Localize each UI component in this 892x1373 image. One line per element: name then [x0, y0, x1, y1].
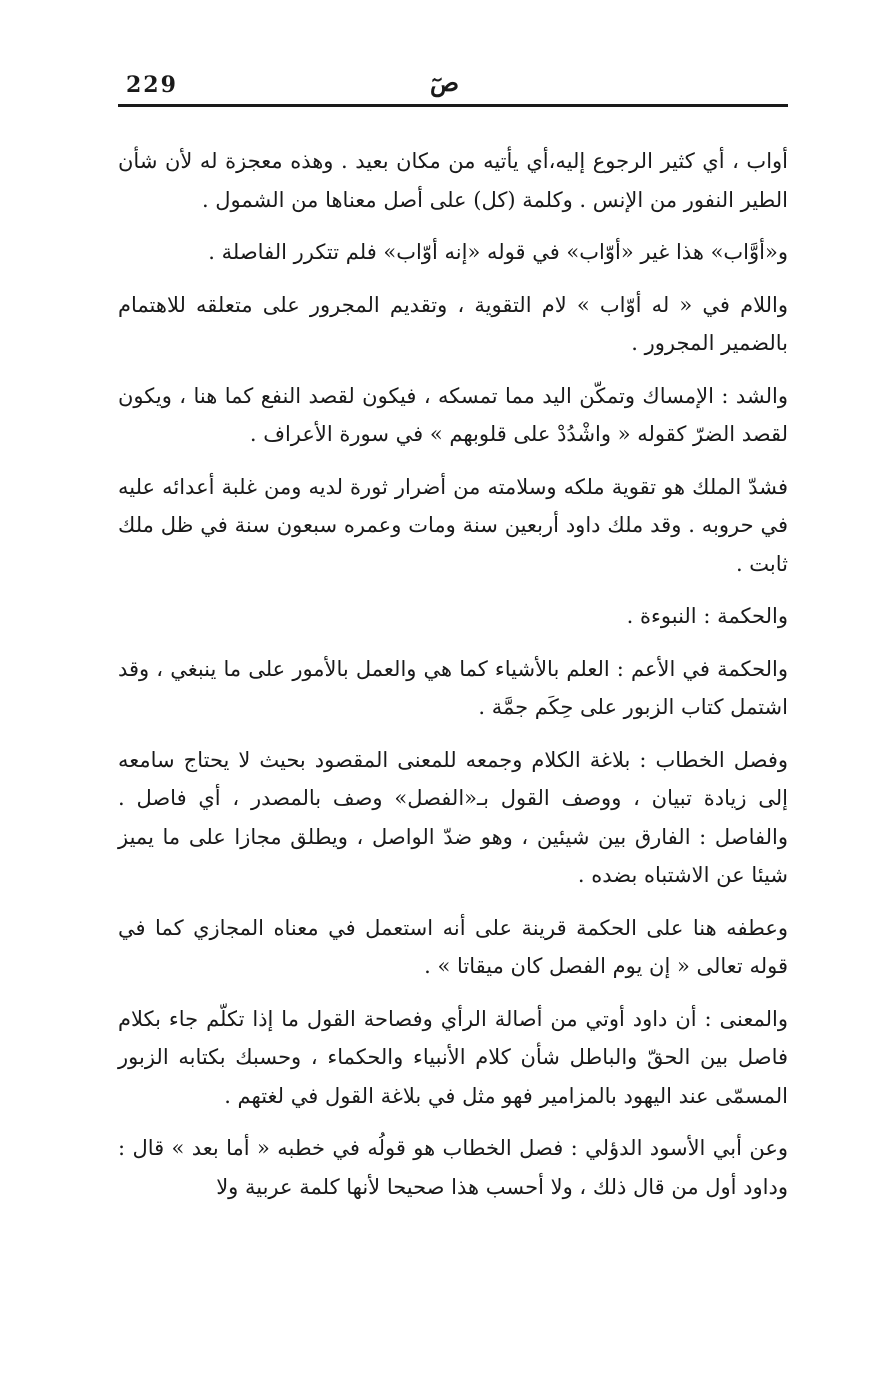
paragraph: والشد : الإمساك وتمكّن اليد مما تمسكه ، فيكون لقصد النفع كما هنا ، ويكون لقصد الضرّ كقوله « واشْدُدْ على قلوبهم » في سورة الأعراف . [118, 383, 788, 446]
page-header [118, 64, 788, 104]
paragraph: وعطفه هنا على الحكمة قرينة على أنه استعمل في معناه المجازي كما في قوله تعالى « إن يوم الفصل كان ميقاتا » . [118, 915, 788, 978]
page-number: 229 [126, 72, 178, 98]
paragraph: واللام في « له أوّاب » لام التقوية ، وتقديم المجرور على متعلقه للاهتمام بالضمير المجرور . [118, 292, 788, 355]
paragraph: وفصل الخطاب : بلاغة الكلام وجمعه للمعنى المقصود بحيث لا يحتاج سامعه إلى زيادة تبيان ، ووصف القول بـ«الفصل» وصف بالمصدر ، أي فاصل . والفاصل : الفارق بين شيئين ، وهو ضدّ الواصل ، ويطلق مجازا على ما يميز شيئا عن الاشتباه بضده . [118, 747, 788, 887]
paragraph: وعن أبي الأسود الدؤلي : فصل الخطاب هو قولُه في خطبه « أما بعد » قال : وداود أول من قال ذلك ، ولا أحسب هذا صحيحا لأنها كلمة عربية ولا [118, 1136, 788, 1199]
paragraph: والحكمة : النبوءة . [626, 604, 788, 628]
paragraph: فشدّ الملك هو تقوية ملكه وسلامته من أضرار ثورة لديه ومن غلبة أعدائه عليه في حروبه . وقد ملك داود أربعين سنة ومات وعمره سبعون سنة في ظل ملك ثابت . [118, 474, 788, 576]
paragraph: والحكمة في الأعم : العلم بالأشياء كما هي والعمل بالأمور على ما ينبغي ، وقد اشتمل كتاب الزبور على حِكَم جمَّة . [118, 656, 788, 719]
page-body [118, 142, 788, 1220]
paragraph: والمعنى : أن داود أوتي من أصالة الرأي وفصاحة القول ما إذا تكلّم جاء بكلام فاصل بين الحقّ والباطل شأن كلام الأنبياء والحكماء ، وحسبك بكتابه الزبور المسمّى عند اليهود بالمزامير فهو مثل في بلاغة القول في لغتهم . [118, 1006, 789, 1108]
running-head: صٓ [430, 68, 460, 97]
paragraph: أواب ، أي كثير الرجوع إليه،أي يأتيه من مكان بعيد . وهذه معجزة له لأن شأن الطير النفور من الإنس . وكلمة (كل) على أصل معناها من الشمول . [118, 149, 789, 212]
paragraph: و«أوَّاب» هذا غير «أوّاب» في قوله «إنه أوّاب» فلم تتكرر الفاصلة . [208, 240, 788, 264]
header-rule [118, 104, 788, 107]
